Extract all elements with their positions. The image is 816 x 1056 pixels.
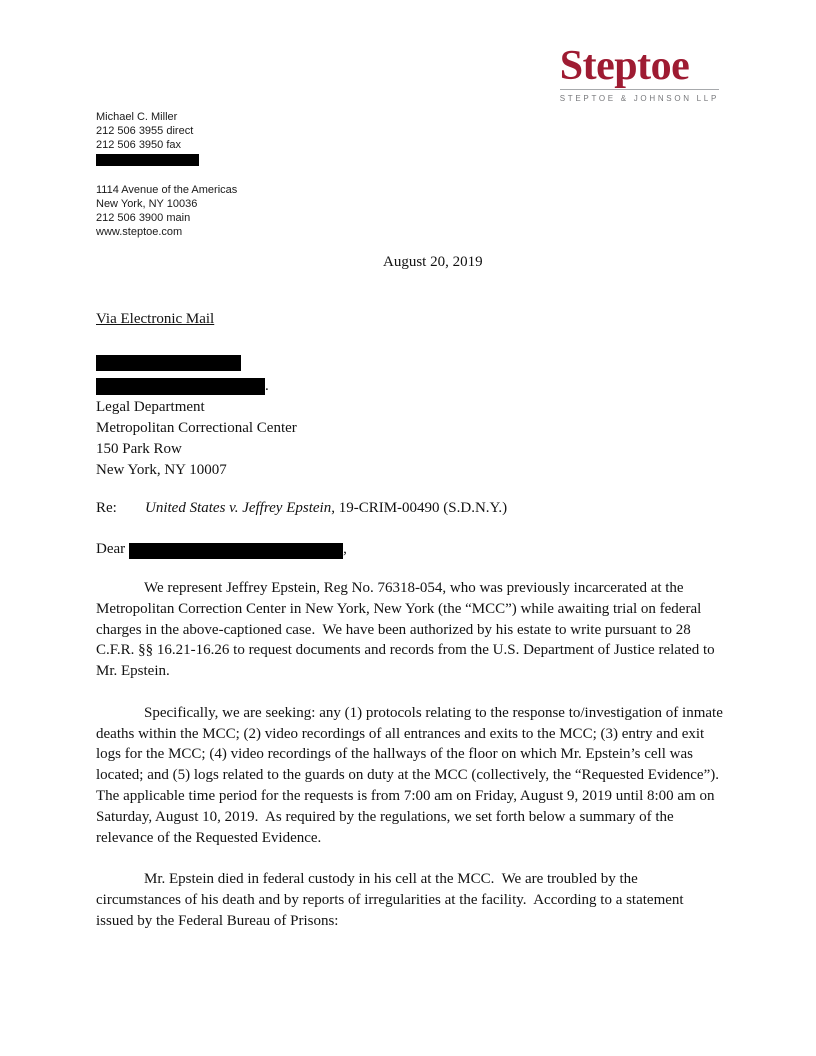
recipient-department: Legal Department — [96, 399, 205, 415]
attorney-name: Michael C. Miller — [96, 111, 178, 123]
firm-address-block — [96, 183, 237, 239]
firm-phone-main: 212 506 3900 main — [96, 212, 191, 224]
redaction-bar-attorney-email — [96, 154, 199, 166]
attorney-phone-fax: 212 506 3950 fax — [96, 139, 182, 151]
recipient-city: New York, NY 10007 — [96, 462, 227, 478]
case-number: , 19-CRIM-00490 (S.D.N.Y.) — [331, 500, 508, 516]
recipient-institution: Metropolitan Correctional Center — [96, 420, 297, 436]
letter-date: August 20, 2019 — [383, 254, 483, 270]
recipient-title-suffix: . — [265, 378, 269, 394]
recipient-redacted-title-line — [96, 376, 297, 397]
recipient-street: 150 Park Row — [96, 441, 182, 457]
body-paragraph-2: Specifically, we are seeking: any (1) protocols relating to the response to/investigation of inmate deaths within the MCC; (2) video recordings of all entrances and exits to the MCC; (3) entry and exit logs for the MCC; (4) video recordings of the hallways of the floor on which Mr. Epstein’s cell was located; and (5) logs related to the guards on duty at the MCC (collectively, the “Requested Evidence”). The applicable time period for the requests is from 7:00 am on Friday, August 9, 2019 until 8:00 am on Saturday, August 10, 2019. As required by the regulations, we set forth below a summary of the relevance of the Requested Evidence. — [96, 704, 727, 846]
salutation-suffix: , — [343, 541, 347, 557]
redaction-bar-recipient-title — [96, 378, 265, 395]
attorney-contact-block — [96, 110, 199, 166]
firm-address-line1: 1114 Avenue of the Americas — [96, 184, 238, 196]
attorney-phone-direct: 212 506 3955 direct — [96, 125, 194, 137]
firm-logo-subtext: STEPTOE & JOHNSON LLP — [560, 89, 719, 103]
salutation-line — [96, 541, 347, 558]
re-label: Re: — [96, 500, 117, 516]
firm-logo — [560, 44, 719, 103]
case-name: United States v. Jeffrey Epstein — [145, 500, 332, 516]
delivery-method: Via Electronic Mail — [96, 311, 215, 327]
redaction-bar-salutation — [129, 543, 343, 559]
recipient-block — [96, 355, 297, 481]
firm-website: www.steptoe.com — [96, 226, 183, 238]
firm-logo-wordmark: Steptoe — [559, 43, 690, 89]
body-paragraph-3: Mr. Epstein died in federal custody in his cell at the MCC. We are troubled by the circumstances of his death and by reports of irregularities at the facility. According to a statement issued by the Federal Bureau of Prisons: — [96, 871, 688, 929]
re-line — [96, 500, 507, 517]
redaction-bar-recipient-name — [96, 355, 241, 371]
firm-address-line2: New York, NY 10036 — [96, 198, 198, 210]
salutation-prefix: Dear — [96, 541, 126, 557]
letter-body — [96, 578, 727, 952]
body-paragraph-1: We represent Jeffrey Epstein, Reg No. 76318-054, who was previously incarcerated at the Metropolitan Correction Center in New York, New York (the “MCC”) while awaiting trial on federal charges in the above-captioned case. We have been authorized by his estate to write pursuant to 28 C.F.R. §§ 16.21-16.26 to request documents and records from the U.S. Department of Justice related to Mr. Epstein. — [96, 580, 719, 680]
